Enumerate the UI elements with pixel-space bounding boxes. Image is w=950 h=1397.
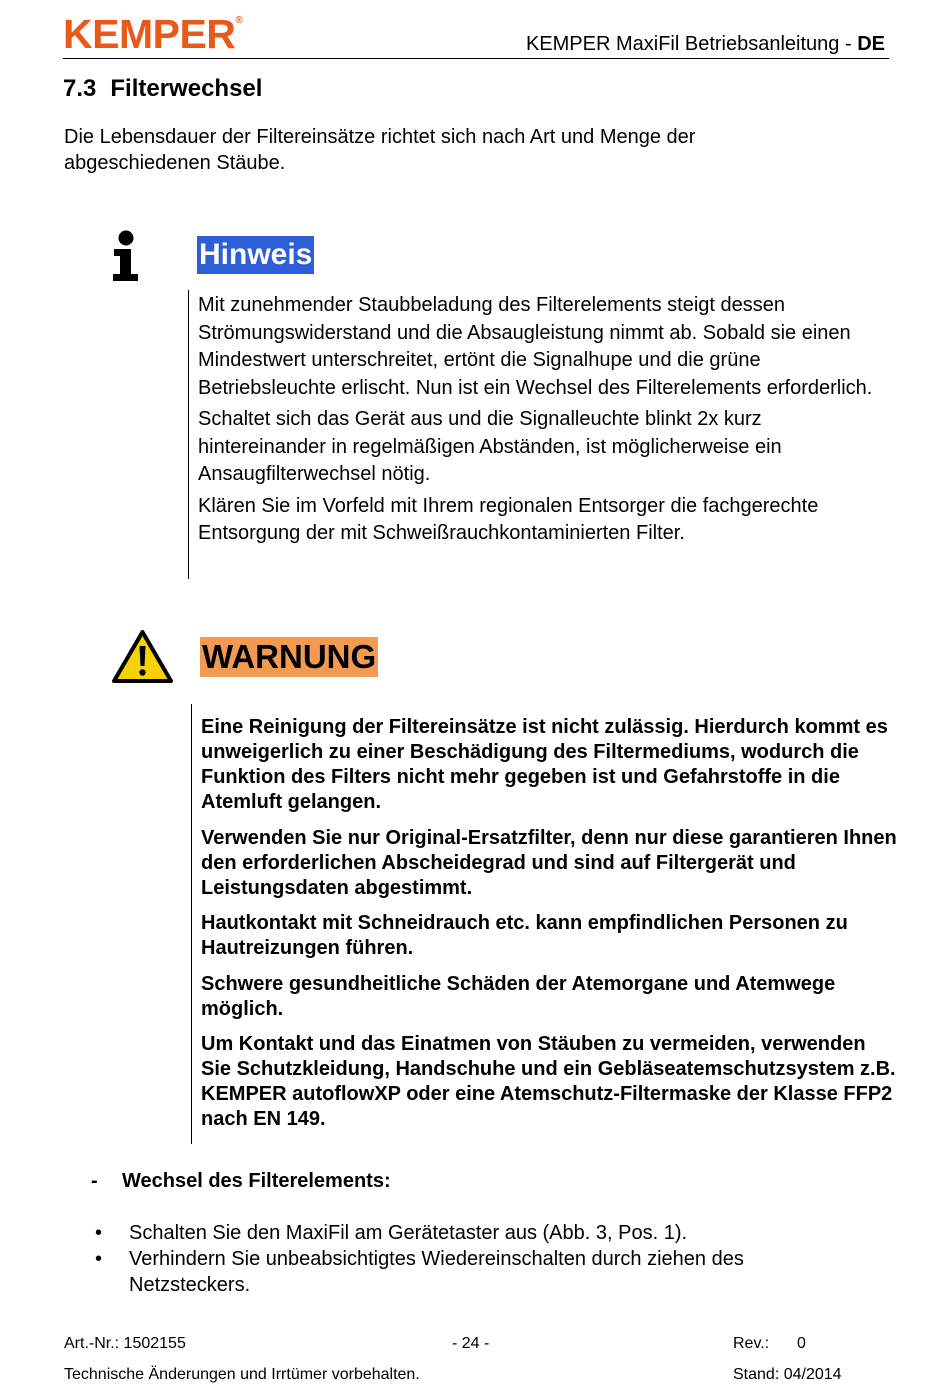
warning-triangle-icon xyxy=(111,629,174,685)
note-body xyxy=(198,292,888,552)
registered-mark: ® xyxy=(235,15,243,26)
note-side-bar xyxy=(188,290,189,579)
language-code: DE xyxy=(857,33,885,55)
steps-list xyxy=(95,1220,855,1298)
kemper-logo: KEMPER® xyxy=(63,11,243,57)
warning-paragraph: Hautkontakt mit Schneidrauch etc. kann empfindlichen Personen zu Hautreizungen führen. xyxy=(201,912,848,959)
revision-label: Rev.: xyxy=(733,1335,770,1352)
warning-paragraph: Um Kontakt und das Einatmen von Stäuben zu vermeiden, verwenden Sie Schutzkleidung, Handschuhe und ein Gebläseatemschutzsystem z.B. KEMPER autoflowXP oder eine Atemschutz-Filtermaske der Klasse FFP2 nach EN 149. xyxy=(201,1033,896,1130)
steps-dash: - xyxy=(91,1170,98,1192)
warning-paragraph: Schwere gesundheitliche Schäden der Atemorgane und Atemwege möglich. xyxy=(201,972,836,1020)
warning-paragraph: Eine Reinigung der Filtereinsätze ist nicht zulässig. Hierdurch kommt es unweigerlich zu einer Beschädigung des Filtermediums, wodurch die Funktion des Filters nicht mehr gegeben ist und Gefahrstoffe in die Atemluft gelangen. xyxy=(201,716,888,813)
section-heading xyxy=(63,74,262,104)
page-number: - 24 - xyxy=(452,1335,490,1352)
section-intro: Die Lebensdauer der Filtereinsätze richtet sich nach Art und Menge der abgeschiedenen Stäube. xyxy=(64,126,696,174)
bullet-icon: • xyxy=(95,1248,103,1270)
bullet-icon: • xyxy=(95,1222,103,1244)
steps-heading xyxy=(91,1168,391,1194)
list-item-text: Schalten Sie den MaxiFil am Gerätetaster aus (Abb. 3, Pos. 1). xyxy=(129,1222,688,1244)
list-item-text: Verhindern Sie unbeabsichtigtes Wiedereinschalten durch ziehen des Netzsteckers. xyxy=(129,1248,744,1296)
list-item xyxy=(95,1220,855,1246)
section-number: 7.3 xyxy=(63,75,97,102)
note-paragraph: Schaltet sich das Gerät aus und die Signalleuchte blinkt 2x kurz hintereinander in regelmäßigen Abständen, ist möglicherweise ein Ansaugfilterwechsel nötig. xyxy=(198,408,782,485)
note-label: Hinweis xyxy=(197,236,314,274)
warning-side-bar xyxy=(191,704,192,1144)
document-title: KEMPER MaxiFil Betriebsanleitung - DE xyxy=(525,33,885,55)
disclaimer: Technische Änderungen und Irrtümer vorbehalten. xyxy=(64,1366,420,1383)
note-paragraph: Mit zunehmender Staubbeladung des Filterelements steigt dessen Strömungswiderstand und die Absaugleistung nimmt ab. Sobald sie einen Mindestwert unterschreitet, ertönt die Signalhupe und die grüne Betriebsleuchte erlischt. Nun ist ein Wechsel des Filterelements erforderlich. xyxy=(198,294,873,399)
header-divider xyxy=(63,58,889,59)
warning-label: WARNUNG xyxy=(202,638,377,675)
article-number: Art.-Nr.: 1502155 xyxy=(64,1335,186,1352)
section-title: Filterwechsel xyxy=(110,75,263,102)
warning-body xyxy=(201,715,901,1143)
info-icon xyxy=(108,230,144,282)
list-item xyxy=(95,1246,855,1298)
revision-value: 0 xyxy=(797,1335,806,1352)
warning-paragraph: Verwenden Sie nur Original-Ersatzfilter, denn nur diese garantieren Ihnen den erforderlichen Abscheidegrad und sind auf Filtergerät und Leistungsdaten abgestimmt. xyxy=(201,826,897,899)
steps-heading-text: Wechsel des Filterelements: xyxy=(122,1170,391,1192)
note-paragraph: Klären Sie im Vorfeld mit Ihrem regionalen Entsorger die fachgerechte Entsorgung der mit Schweißrauchkontaminierten Filter. xyxy=(198,494,819,544)
stand-date: Stand: 04/2014 xyxy=(733,1366,842,1383)
